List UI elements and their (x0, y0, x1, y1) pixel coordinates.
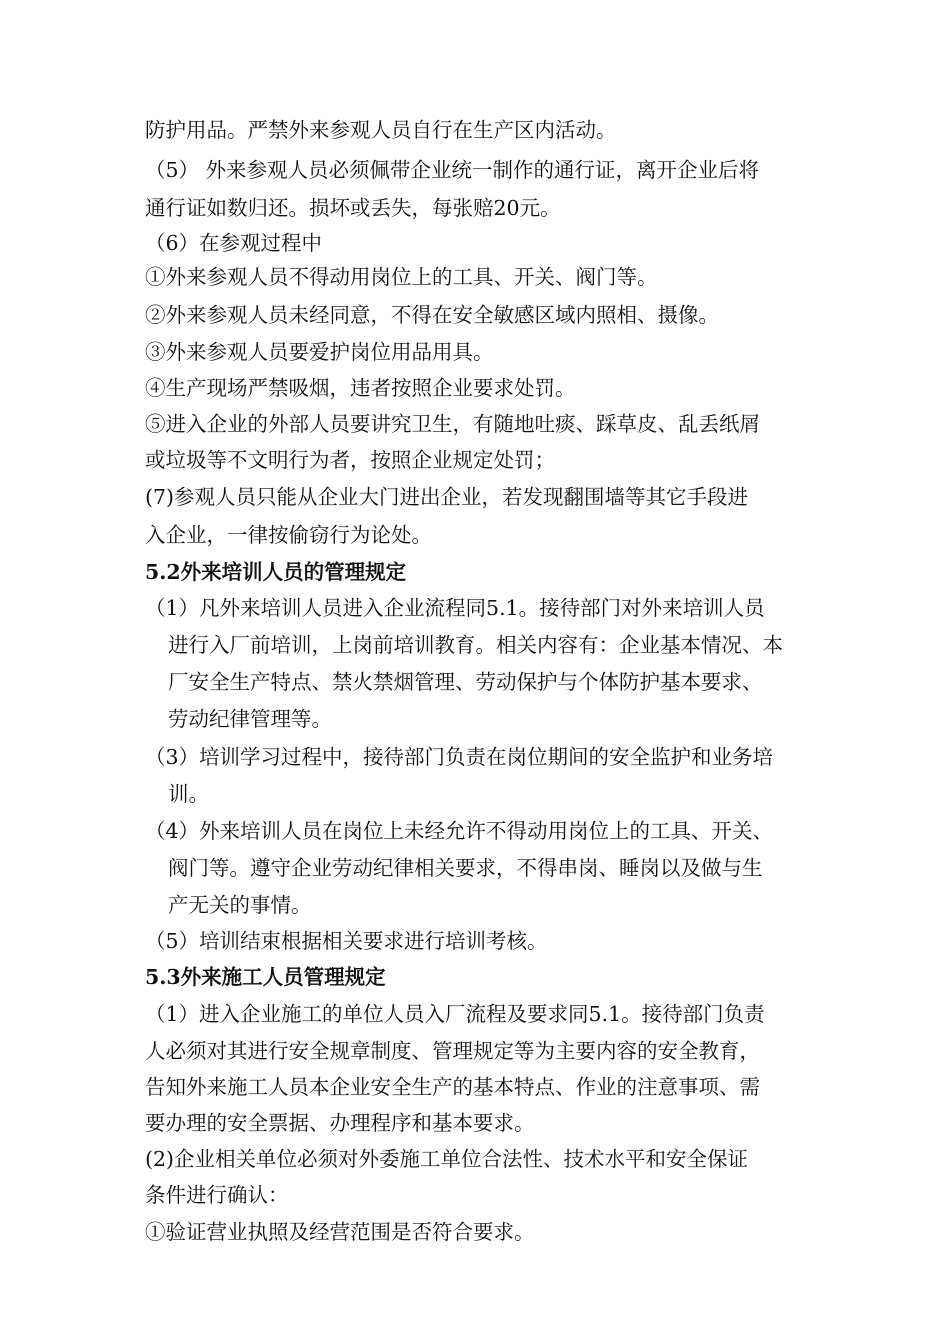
text-line: 进行入厂前培训，上岗前培训教育。相关内容有：企业基本情况、本 (168, 633, 783, 657)
text-line: 产无关的事情。 (168, 893, 312, 917)
text-line: 阀门等。遵守企业劳动纪律相关要求，不得串岗、睡岗以及做与生 (168, 856, 763, 880)
text-line: （6）在参观过程中 (145, 231, 323, 255)
text-line: 厂安全生产特点、禁火禁烟管理、劳动保护与个体防护基本要求、 (168, 670, 763, 694)
text-line: 防护用品。严禁外来参观人员自行在生产区内活动。 (145, 118, 617, 142)
text-line: （1）凡外来培训人员进入企业流程同5.1。接待部门对外来培训人员 (145, 596, 765, 620)
text-line: 训。 (168, 782, 209, 806)
text-line: 告知外来施工人员本企业安全生产的基本特点、作业的注意事项、需 (145, 1075, 760, 1099)
text-line: 条件进行确认： (145, 1183, 289, 1207)
text-line: ④生产现场严禁吸烟，违者按照企业要求处罚。 (145, 376, 576, 400)
text-line: （4）外来培训人员在岗位上未经允许不得动用岗位上的工具、开关、 (145, 819, 774, 843)
text-line: (2)企业相关单位必须对外委施工单位合法性、技术水平和安全保证 (145, 1147, 749, 1171)
text-line: ②外来参观人员未经同意，不得在安全敏感区域内照相、摄像。 (145, 303, 719, 327)
text-line: 通行证如数归还。损坏或丢失，每张赔20元。 (145, 196, 561, 220)
section-heading: 5.2外来培训人员的管理规定 (145, 560, 407, 584)
text-line: ③外来参观人员要爱护岗位用品用具。 (145, 340, 494, 364)
text-line: 人必须对其进行安全规章制度、管理规定等为主要内容的安全教育， (145, 1039, 760, 1063)
text-line: （1）进入企业施工的单位人员入厂流程及要求同5.1。接待部门负责 (145, 1002, 765, 1026)
text-line: 入企业，一律按偷窃行为论处。 (145, 523, 432, 547)
text-line: ①验证营业执照及经营范围是否符合要求。 (145, 1220, 535, 1244)
text-line: (7)参观人员只能从企业大门进出企业，若发现翻围墙等其它手段进 (145, 485, 749, 509)
text-line: （5）培训结束根据相关要求进行培训考核。 (145, 929, 548, 953)
text-line: 劳动纪律管理等。 (168, 707, 332, 731)
text-line: （5） 外来参观人员必须佩带企业统一制作的通行证，离开企业后将 (145, 158, 760, 182)
text-line: ⑤进入企业的外部人员要讲究卫生，有随地吐痰、踩草皮、乱丢纸屑 (145, 412, 760, 436)
text-line: 要办理的安全票据、办理程序和基本要求。 (145, 1111, 535, 1135)
text-line: 或垃圾等不文明行为者，按照企业规定处罚； (145, 448, 555, 472)
text-line: （3）培训学习过程中，接待部门负责在岗位期间的安全监护和业务培 (145, 745, 774, 769)
text-line: ①外来参观人员不得动用岗位上的工具、开关、阀门等。 (145, 265, 658, 289)
section-heading: 5.3外来施工人员管理规定 (145, 965, 386, 989)
